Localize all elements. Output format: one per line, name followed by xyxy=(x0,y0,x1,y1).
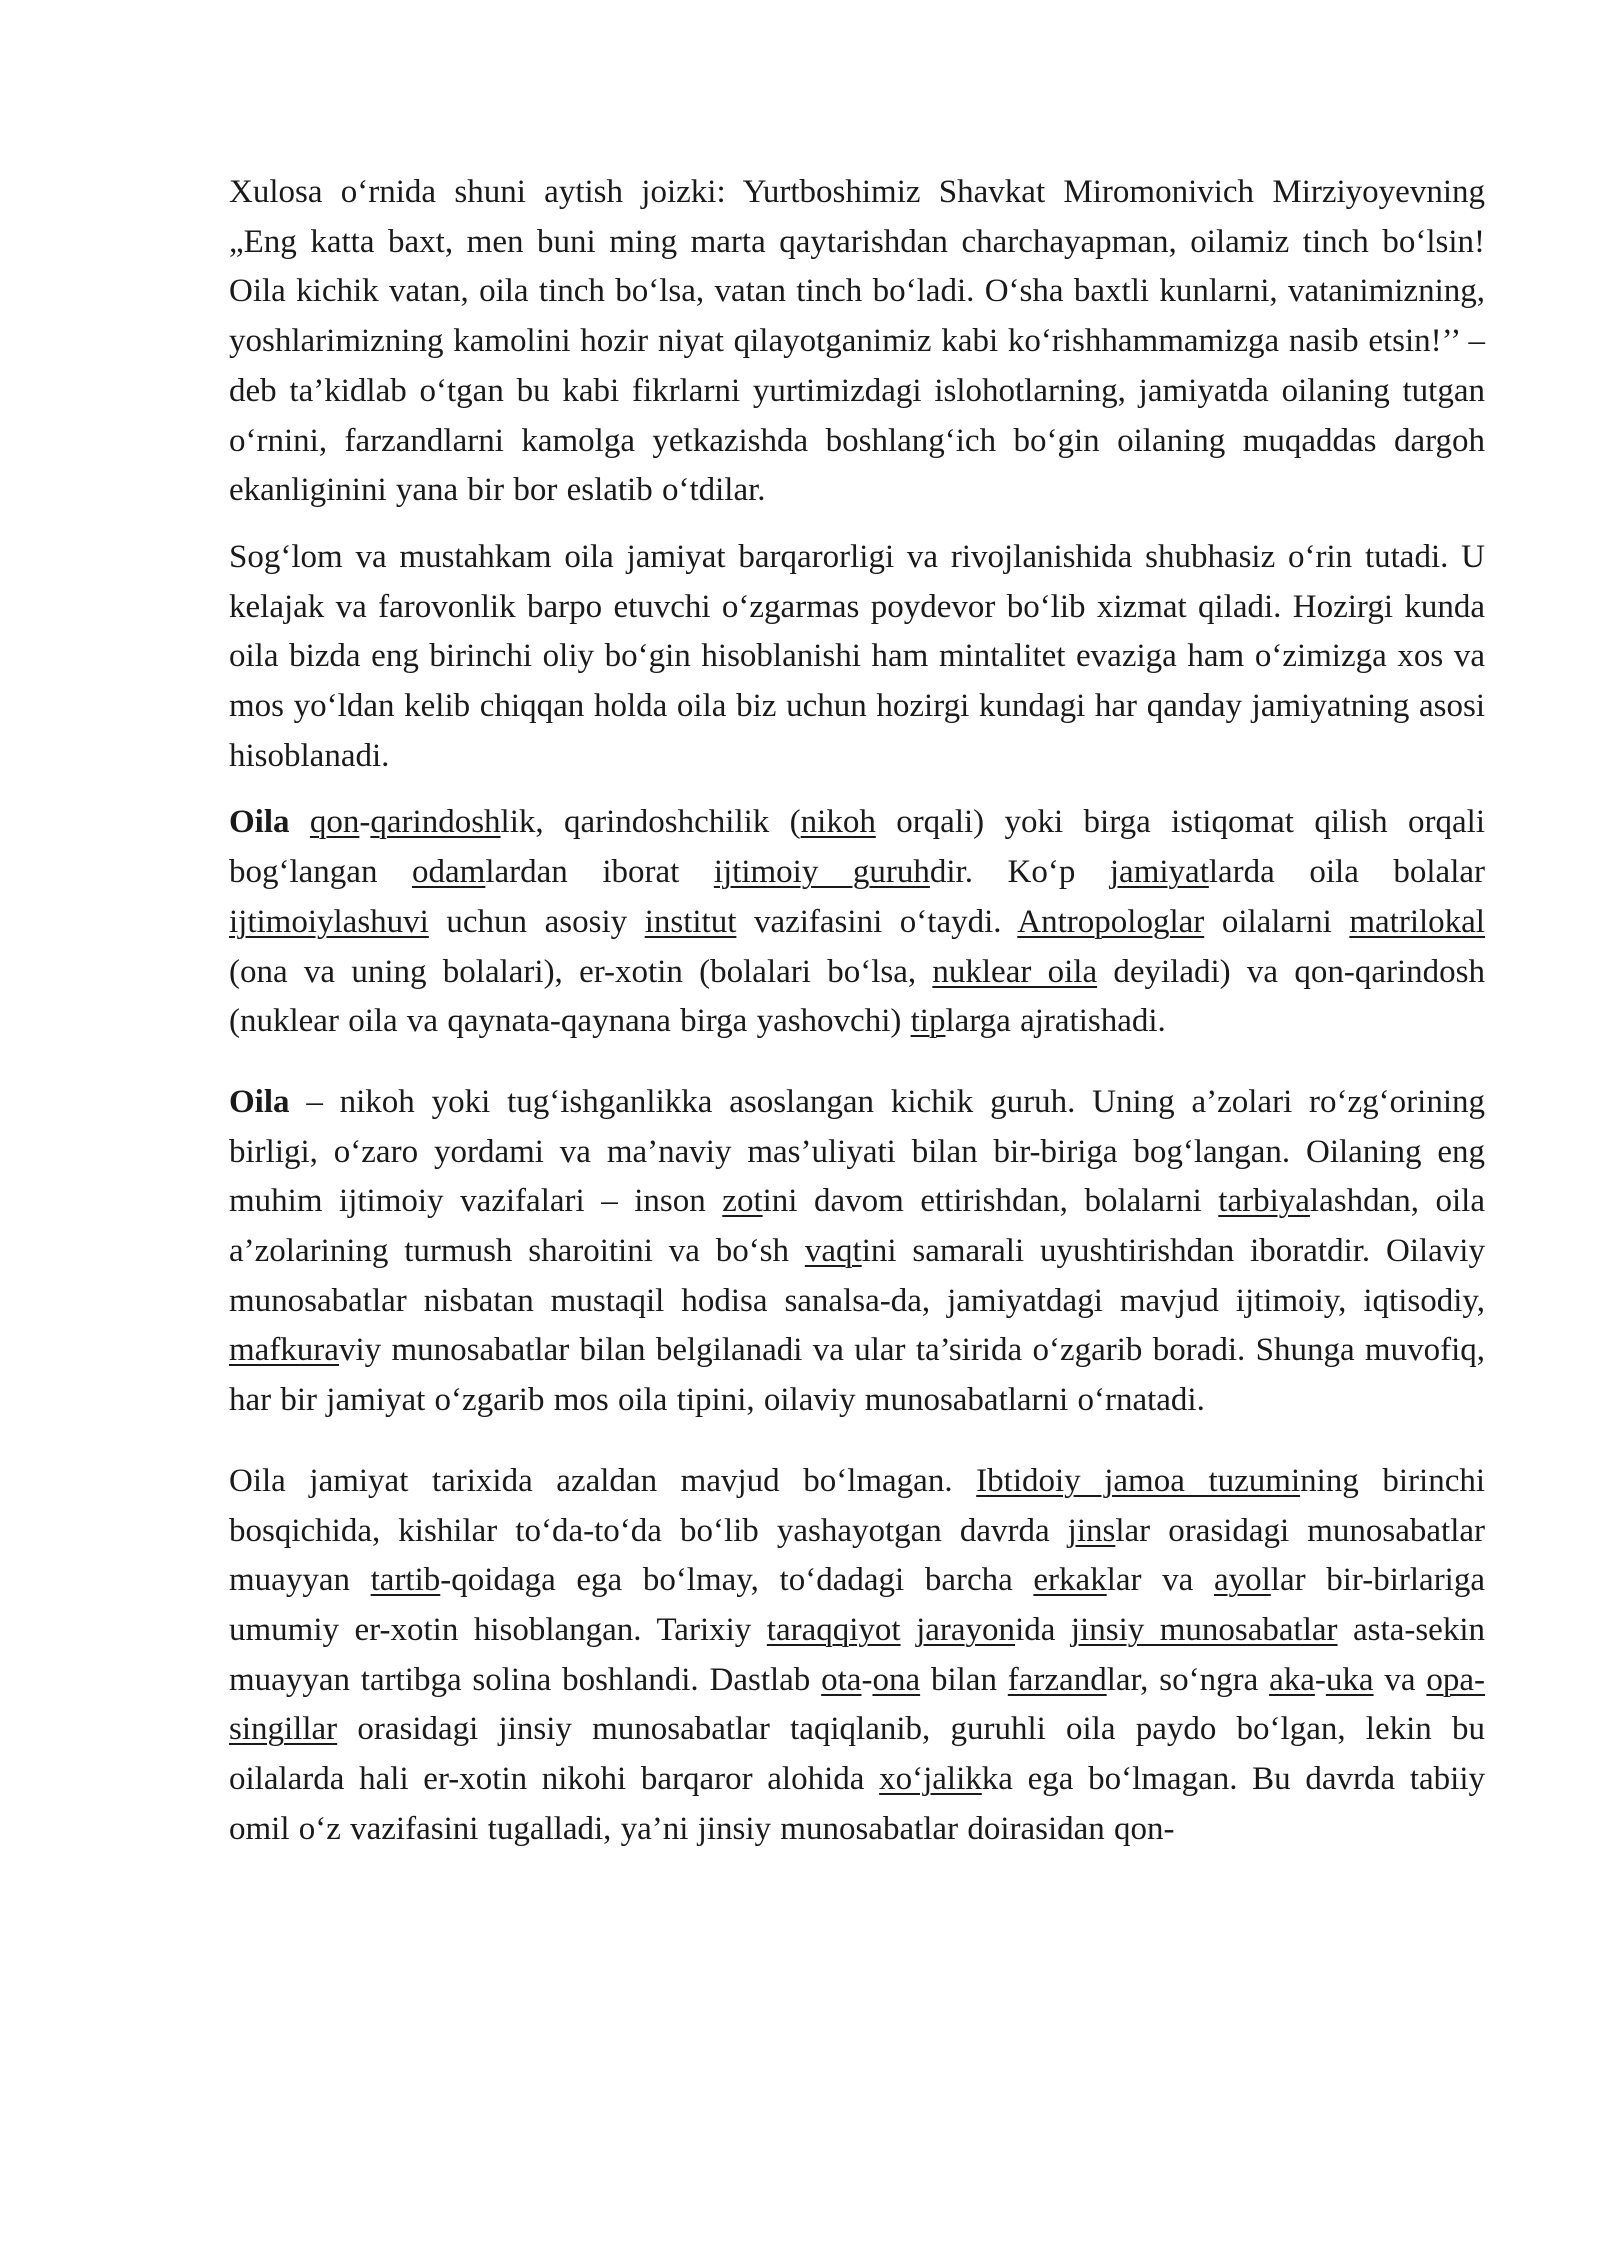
text-run: dir. Ko‘p xyxy=(929,854,1110,891)
bold-term: Oila xyxy=(229,804,290,841)
text-run: Xulosa o‘rnida shuni aytish joizki: Yurtboshimiz Shavkat Miromonivich Mirziyoyevning „Eng katta baxt, men buni ming marta qaytarishdan charchayapman, oilamiz tinch bo‘lsin! Oila kichik vatan, oila tinch bo‘lsa, vatan tinch bo‘ladi. O‘sha baxtli kunlarni, vatanimizning, yoshlarimizning kamolini hozir niyat qilayotganimiz kabi ko‘rishhammamizga nasib etsin!’’ – deb ta’kidlab o‘tgan bu kabi fikrlarni yurtimizdagi islohotlarning, jamiyatda oilaning tutgan o‘rnini, farzandlarni kamolga yetkazishda boshlang‘ich bo‘gin oilaning muqaddas dargoh ekanliginini yana bir bor eslatib o‘tdilar. xyxy=(229,174,1485,509)
text-run: lar, so‘ngra xyxy=(1106,1661,1270,1698)
hyperlink-term: jins xyxy=(1067,1512,1116,1549)
text-run: – nikoh yoki tug‘ishganlikka asoslangan kichik guruh. Uning a’zolari ro‘zg‘orining birligi, o‘zaro yordami va ma’naviy mas’uliyati bilan bir-biriga bog‘langan. Oilaning eng muhim ijtimoiy vazifalari – inson xyxy=(229,1083,1485,1220)
text-run: larda oila bolalar xyxy=(1208,854,1485,891)
text-run: lar bir-birlariga umumiy er-xotin hisoblangan. Tarixiy xyxy=(229,1562,1485,1648)
text-run xyxy=(290,804,310,840)
text-run: -qoidaga ega bo‘lmay, to‘dadagi barcha xyxy=(440,1562,1034,1599)
text-run: - xyxy=(359,804,371,841)
paragraph-conclusion xyxy=(229,168,1485,516)
text-run: ini davom ettirishdan, bolalarni xyxy=(762,1183,1219,1220)
hyperlink-term: institut xyxy=(644,903,737,940)
paragraph-healthy-family xyxy=(229,533,1485,782)
hyperlink-term: qarindosh xyxy=(370,804,501,841)
hyperlink-term: matrilokal xyxy=(1349,903,1485,940)
text-run: ka ega bo‘lmagan. Bu davrda tabiiy omil o‘z vazifasini tugalladi, ya’ni jinsiy munosabatlar doirasidan qon- xyxy=(229,1761,1486,1847)
hyperlink-term: odam xyxy=(412,854,486,891)
paragraph-family-definition xyxy=(229,798,1485,1047)
text-run: orqali) yoki birga istiqomat qilish orqali bog‘langan xyxy=(229,804,1485,891)
paragraph-family-history xyxy=(229,1457,1485,1855)
hyperlink-term: mafkura xyxy=(229,1332,339,1369)
hyperlink-term: jamiyat xyxy=(1109,854,1209,891)
text-run: uchun asosiy xyxy=(428,903,645,940)
text-run: va xyxy=(1373,1661,1427,1698)
text-run: larga ajratishadi. xyxy=(945,1003,1166,1040)
hyperlink-term: ijtimoiy guruh xyxy=(713,854,930,891)
hyperlink-term: ota xyxy=(821,1661,862,1698)
text-run: lardan iborat xyxy=(485,854,714,891)
text-run: deyiladi) va qon-qarindosh (nuklear oila va qaynata-qaynana birga yashovchi) xyxy=(229,953,1485,1040)
hyperlink-term: tip xyxy=(910,1003,946,1040)
text-run: ning birinchi bosqichida, kishilar to‘da-to‘da bo‘lib yashayotgan davrda xyxy=(229,1462,1486,1549)
hyperlink-term: tarbiya xyxy=(1218,1183,1310,1220)
hyperlink-term: farzand xyxy=(1007,1661,1107,1698)
text-run: lik, qarindoshchilik ( xyxy=(500,804,801,841)
text-run: asta-sekin muayyan tartibga solina boshlandi. Dastlab xyxy=(229,1611,1485,1698)
hyperlink-term: Antropologlar xyxy=(1017,903,1205,940)
text-run: (ona va uning bolalari), er-xotin (bolalari bo‘lsa, xyxy=(229,953,933,990)
text-run: lashdan, oila a’zolarining turmush sharoitini va bo‘sh xyxy=(229,1183,1485,1270)
hyperlink-term: vaqt xyxy=(804,1233,862,1270)
hyperlink-term: jinsiy munosabatlar xyxy=(1070,1611,1338,1648)
text-run: orasidagi jinsiy munosabatlar taqiqlanib, guruhli oila paydo bo‘lgan, lekin bu oilalarda hali er-xotin nikohi barqaror alohida xyxy=(229,1711,1485,1798)
hyperlink-term: taraqqiyot xyxy=(766,1611,901,1648)
text-run: Oila jamiyat tarixida azaldan mavjud bo‘lmagan. xyxy=(229,1462,977,1499)
hyperlink-term: tartib xyxy=(370,1562,441,1599)
hyperlink-term: uka xyxy=(1325,1661,1374,1698)
hyperlink-term: Ibtidoiy jamoa tuzumi xyxy=(976,1462,1301,1499)
hyperlink-term: erkak xyxy=(1033,1562,1107,1599)
text-run: ida xyxy=(1015,1611,1071,1648)
hyperlink-term: nuklear oila xyxy=(932,953,1098,990)
hyperlink-term: ijtimoiylashuvi xyxy=(229,903,429,940)
hyperlink-term: aka xyxy=(1269,1661,1315,1698)
text-run: - xyxy=(1314,1661,1326,1698)
text-run: - xyxy=(861,1661,873,1698)
document-page xyxy=(229,168,1485,1855)
hyperlink-term: xo‘jalik xyxy=(879,1761,982,1798)
text-run: lar orasidagi munosabatlar muayyan xyxy=(229,1512,1486,1599)
text-run: bilan xyxy=(920,1661,1008,1698)
hyperlink-term: opa-singillar xyxy=(229,1661,1485,1748)
bold-term: Oila xyxy=(229,1083,290,1120)
text-run: oilalarni xyxy=(1204,903,1350,940)
hyperlink-term: qon xyxy=(309,804,360,841)
paragraph-family-functions xyxy=(229,1078,1485,1426)
text-run xyxy=(901,1612,917,1648)
text-run: ini samarali uyushtirishdan iboratdir. Oilaviy munosabatlar nisbatan mustaqil hodisa sanalsa-da, jamiyatdagi mavjud ijtimoiy, iqtisodiy, xyxy=(229,1233,1485,1319)
text-run: vazifasini o‘taydi. xyxy=(736,903,1018,940)
hyperlink-term: jarayon xyxy=(916,1611,1016,1648)
text-run: Sog‘lom va mustahkam oila jamiyat barqarorligi va rivojlanishida shubhasiz o‘rin tutadi. U kelajak va farovonlik barpo etuvchi o‘zgarmas poydevor bo‘lib xizmat qiladi. Hozirgi kunda oila bizda eng birinchi oliy bo‘gin hisoblanishi ham mintalitet evaziga ham o‘zimizga xos va mos yo‘ldan kelib chiqqan holda oila biz uchun hozirgi kundagi har qanday jamiyatning asosi hisoblanadi. xyxy=(229,538,1485,774)
hyperlink-term: ona xyxy=(872,1661,921,1698)
hyperlink-term: zot xyxy=(722,1183,763,1220)
hyperlink-term: ayol xyxy=(1213,1562,1271,1599)
hyperlink-term: nikoh xyxy=(800,804,876,841)
text-run: lar va xyxy=(1106,1562,1214,1599)
text-run: viy munosabatlar bilan belgilanadi va ular ta’sirida o‘zgarib boradi. Shunga muvofiq, har bir jamiyat o‘zgarib mos oila tipini, oilaviy munosabatlarni o‘rnatadi. xyxy=(229,1332,1485,1419)
